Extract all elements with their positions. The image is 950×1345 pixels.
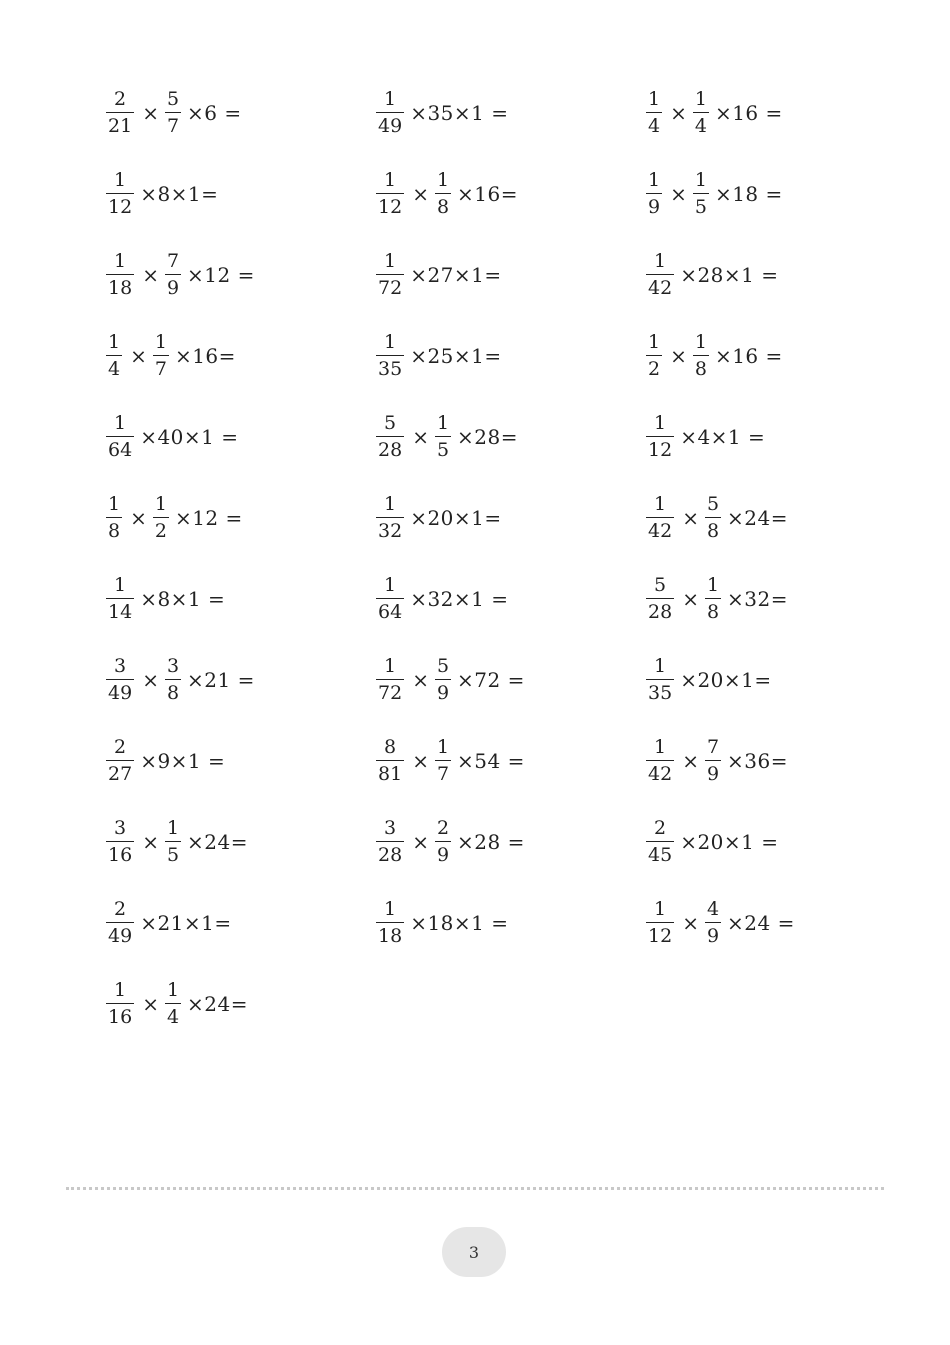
fraction-denominator: 27: [108, 763, 133, 786]
math-problem: [646, 814, 779, 870]
fraction-numerator: 1: [154, 330, 167, 353]
fraction-numerator: 1: [436, 411, 450, 434]
fraction-denominator: 9: [436, 682, 450, 705]
problem-tail: ×12 =: [187, 263, 255, 287]
problem-tail: ×21 =: [187, 668, 255, 692]
fraction: [165, 87, 181, 138]
fraction-denominator: 9: [436, 844, 450, 867]
page-number-badge: [442, 1227, 506, 1277]
multiply-sign: ×: [670, 344, 687, 368]
math-problem: [376, 328, 502, 384]
fraction-numerator: 1: [384, 654, 397, 677]
fraction: [106, 573, 134, 624]
fraction-numerator: 2: [654, 816, 667, 839]
fraction-numerator: 8: [384, 735, 397, 758]
math-problem: [646, 895, 795, 951]
multiply-sign: ×: [130, 506, 147, 530]
fraction-numerator: 1: [654, 492, 667, 515]
fraction-numerator: 2: [114, 87, 127, 110]
fraction: [646, 735, 674, 786]
multiply-sign: ×: [412, 749, 429, 773]
fraction-denominator: 9: [706, 925, 720, 948]
fraction: [693, 168, 709, 219]
problem-tail: ×24 =: [727, 911, 795, 935]
fraction-numerator: 1: [654, 735, 667, 758]
fraction: [106, 168, 134, 219]
fraction-numerator: 1: [694, 87, 707, 110]
fraction: [435, 168, 451, 219]
problem-tail: ×32=: [727, 587, 789, 611]
fraction-denominator: 8: [694, 358, 707, 381]
problem-tail: ×12 =: [174, 506, 243, 530]
multiply-sign: ×: [412, 668, 429, 692]
fraction-denominator: 2: [648, 358, 661, 381]
fraction-denominator: 49: [108, 682, 133, 705]
fraction-numerator: 7: [166, 249, 180, 272]
math-problem: [376, 409, 518, 465]
fraction-denominator: 16: [108, 844, 133, 867]
math-problem: [106, 814, 248, 870]
fraction-numerator: 1: [654, 411, 667, 434]
multiply-sign: ×: [682, 587, 699, 611]
multiply-sign: ×: [142, 992, 159, 1016]
problem-tail: ×28=: [457, 425, 519, 449]
fraction: [106, 978, 134, 1029]
problem-tail: ×54 =: [457, 749, 525, 773]
fraction-denominator: 9: [648, 196, 661, 219]
math-problem: [376, 895, 509, 951]
fraction-denominator: 42: [648, 763, 673, 786]
page-number: 3: [468, 1242, 480, 1262]
fraction-denominator: 32: [378, 520, 403, 543]
fraction: [646, 411, 674, 462]
fraction: [646, 816, 674, 867]
fraction-numerator: 1: [384, 330, 397, 353]
fraction-denominator: 49: [108, 925, 133, 948]
fraction: [106, 249, 134, 300]
math-problem: [646, 409, 765, 465]
fraction-numerator: 1: [384, 87, 397, 110]
fraction-numerator: 1: [436, 735, 450, 758]
math-problem: [646, 166, 783, 222]
multiply-sign: ×: [142, 830, 159, 854]
fraction-numerator: 1: [108, 330, 121, 353]
fraction-denominator: 9: [706, 763, 720, 786]
multiply-sign: ×: [142, 668, 159, 692]
fraction-denominator: 4: [108, 358, 121, 381]
fraction: [646, 654, 674, 705]
fraction: [646, 168, 662, 219]
fraction: [376, 654, 404, 705]
fraction-numerator: 1: [384, 897, 397, 920]
fraction-numerator: 1: [654, 897, 667, 920]
fraction: [106, 654, 134, 705]
multiply-sign: ×: [682, 911, 699, 935]
math-problem: [376, 85, 509, 141]
multiply-sign: ×: [142, 101, 159, 125]
fraction-denominator: 12: [648, 925, 673, 948]
fraction: [376, 573, 404, 624]
fraction-numerator: 1: [114, 573, 127, 596]
problem-tail: ×24=: [727, 506, 789, 530]
dotted-divider: [66, 1187, 884, 1190]
fraction-denominator: 49: [378, 115, 403, 138]
fraction-numerator: 5: [436, 654, 450, 677]
fraction: [705, 897, 721, 948]
math-problem: [106, 490, 243, 546]
fraction: [153, 492, 169, 543]
fraction: [705, 573, 721, 624]
math-problem: [646, 652, 772, 708]
fraction-denominator: 4: [166, 1006, 180, 1029]
problem-tail: ×20×1=: [410, 506, 502, 530]
multiply-sign: ×: [412, 830, 429, 854]
fraction-numerator: 2: [114, 735, 127, 758]
fraction-denominator: 45: [648, 844, 673, 867]
multiply-sign: ×: [412, 182, 429, 206]
fraction-denominator: 28: [378, 439, 403, 462]
fraction: [435, 735, 451, 786]
fraction-numerator: 2: [436, 816, 450, 839]
fraction-denominator: 18: [378, 925, 403, 948]
fraction: [435, 816, 451, 867]
math-problem: [376, 652, 525, 708]
problem-tail: ×40×1 =: [140, 425, 239, 449]
fraction-denominator: 8: [108, 520, 121, 543]
fraction: [153, 330, 169, 381]
fraction: [106, 87, 134, 138]
multiply-sign: ×: [682, 749, 699, 773]
fraction-denominator: 5: [166, 844, 180, 867]
fraction-numerator: 1: [694, 330, 707, 353]
fraction-denominator: 8: [166, 682, 180, 705]
problem-tail: ×4×1 =: [680, 425, 766, 449]
fraction-denominator: 4: [694, 115, 707, 138]
fraction-numerator: 1: [648, 330, 661, 353]
math-problem: [646, 328, 783, 384]
problem-tail: ×16 =: [714, 344, 783, 368]
fraction: [376, 411, 404, 462]
math-problem: [376, 490, 502, 546]
problem-tail: ×24=: [187, 992, 249, 1016]
problem-tail: ×16 =: [714, 101, 783, 125]
problem-tail: ×6 =: [187, 101, 242, 125]
fraction: [376, 249, 404, 300]
fraction-numerator: 3: [114, 816, 127, 839]
problem-tail: ×9×1 =: [140, 749, 226, 773]
fraction-denominator: 12: [648, 439, 673, 462]
fraction-denominator: 35: [648, 682, 673, 705]
math-problem: [106, 652, 255, 708]
fraction: [165, 816, 181, 867]
fraction-denominator: 28: [378, 844, 403, 867]
fraction-numerator: 2: [114, 897, 127, 920]
fraction-denominator: 35: [378, 358, 403, 381]
fraction: [646, 87, 662, 138]
math-problem: [106, 571, 225, 627]
fraction: [646, 492, 674, 543]
problem-tail: ×24=: [187, 830, 249, 854]
problem-tail: ×28 =: [457, 830, 525, 854]
fraction: [376, 168, 404, 219]
multiply-sign: ×: [670, 101, 687, 125]
fraction-denominator: 7: [436, 763, 450, 786]
fraction-numerator: 3: [114, 654, 127, 677]
problem-tail: ×20×1 =: [680, 830, 779, 854]
fraction-denominator: 12: [378, 196, 403, 219]
fraction-numerator: 1: [694, 168, 707, 191]
problem-tail: ×36=: [727, 749, 789, 773]
fraction-denominator: 8: [706, 520, 720, 543]
fraction-numerator: 5: [706, 492, 720, 515]
fraction-denominator: 72: [378, 277, 403, 300]
fraction-denominator: 42: [648, 520, 673, 543]
math-problem: [106, 328, 236, 384]
fraction-numerator: 1: [114, 978, 127, 1001]
fraction-denominator: 16: [108, 1006, 133, 1029]
fraction-numerator: 1: [108, 492, 121, 515]
fraction-denominator: 18: [108, 277, 133, 300]
problem-tail: ×32×1 =: [410, 587, 509, 611]
fraction-numerator: 1: [648, 168, 661, 191]
fraction: [165, 978, 181, 1029]
problem-tail: ×20×1=: [680, 668, 772, 692]
fraction: [376, 816, 404, 867]
fraction-denominator: 5: [694, 196, 707, 219]
math-problem: [376, 247, 502, 303]
fraction: [646, 897, 674, 948]
math-problem: [376, 571, 509, 627]
fraction-denominator: 9: [166, 277, 180, 300]
fraction-numerator: 1: [384, 573, 397, 596]
problem-tail: ×25×1=: [410, 344, 502, 368]
math-problem: [376, 814, 525, 870]
fraction-numerator: 4: [706, 897, 720, 920]
fraction: [376, 87, 404, 138]
fraction: [106, 330, 122, 381]
multiply-sign: ×: [130, 344, 147, 368]
fraction-numerator: 7: [706, 735, 720, 758]
math-problem: [106, 247, 255, 303]
fraction-denominator: 4: [648, 115, 661, 138]
fraction-denominator: 7: [166, 115, 180, 138]
fraction-numerator: 1: [154, 492, 167, 515]
fraction-denominator: 12: [108, 196, 133, 219]
fraction-denominator: 28: [648, 601, 673, 624]
fraction-numerator: 1: [654, 654, 667, 677]
problem-tail: ×28×1 =: [680, 263, 779, 287]
fraction: [705, 735, 721, 786]
problem-tail: ×8×1 =: [140, 587, 226, 611]
math-problem: [646, 733, 788, 789]
fraction: [646, 249, 674, 300]
math-problem: [376, 166, 518, 222]
problem-tail: ×16=: [174, 344, 236, 368]
fraction: [693, 330, 709, 381]
fraction: [165, 249, 181, 300]
fraction-denominator: 14: [108, 601, 133, 624]
fraction-numerator: 5: [654, 573, 667, 596]
fraction-numerator: 1: [384, 492, 397, 515]
fraction: [106, 735, 134, 786]
fraction-numerator: 1: [384, 249, 397, 272]
fraction: [106, 897, 134, 948]
fraction-denominator: 2: [154, 520, 167, 543]
fraction-numerator: 1: [648, 87, 661, 110]
fraction: [693, 87, 709, 138]
fraction: [705, 492, 721, 543]
fraction-numerator: 5: [166, 87, 180, 110]
fraction-numerator: 3: [384, 816, 397, 839]
fraction-denominator: 72: [378, 682, 403, 705]
math-problem: [106, 733, 225, 789]
fraction-denominator: 64: [378, 601, 403, 624]
fraction-numerator: 3: [166, 654, 180, 677]
fraction-denominator: 8: [706, 601, 720, 624]
problem-tail: ×16=: [457, 182, 519, 206]
multiply-sign: ×: [682, 506, 699, 530]
fraction-numerator: 1: [706, 573, 720, 596]
fraction-denominator: 64: [108, 439, 133, 462]
problem-tail: ×18 =: [714, 182, 783, 206]
fraction-denominator: 81: [378, 763, 403, 786]
math-problem: [646, 490, 788, 546]
fraction: [106, 816, 134, 867]
math-problem: [106, 895, 232, 951]
math-problem: [376, 733, 525, 789]
problem-tail: ×8×1=: [140, 182, 219, 206]
fraction-numerator: 1: [654, 249, 667, 272]
fraction-numerator: 1: [384, 168, 397, 191]
fraction-denominator: 8: [436, 196, 450, 219]
fraction-numerator: 1: [114, 249, 127, 272]
fraction: [376, 330, 404, 381]
fraction: [106, 492, 122, 543]
math-problem: [106, 85, 242, 141]
fraction: [646, 573, 674, 624]
problem-tail: ×35×1 =: [410, 101, 509, 125]
fraction: [376, 492, 404, 543]
problem-tail: ×27×1=: [410, 263, 502, 287]
fraction-denominator: 7: [154, 358, 167, 381]
fraction-numerator: 1: [114, 168, 127, 191]
problem-tail: ×21×1=: [140, 911, 232, 935]
fraction: [376, 897, 404, 948]
math-problem: [646, 85, 783, 141]
fraction: [646, 330, 662, 381]
math-problem: [646, 247, 779, 303]
fraction-numerator: 1: [166, 978, 180, 1001]
fraction-denominator: 5: [436, 439, 450, 462]
fraction-denominator: 42: [648, 277, 673, 300]
multiply-sign: ×: [670, 182, 687, 206]
multiply-sign: ×: [412, 425, 429, 449]
fraction-numerator: 1: [436, 168, 450, 191]
math-problem: [106, 976, 248, 1032]
problem-tail: ×72 =: [457, 668, 525, 692]
math-problem: [106, 166, 218, 222]
fraction: [106, 411, 134, 462]
fraction-numerator: 1: [166, 816, 180, 839]
fraction: [376, 735, 404, 786]
fraction-numerator: 1: [114, 411, 127, 434]
multiply-sign: ×: [142, 263, 159, 287]
math-problem: [106, 409, 239, 465]
math-problem: [646, 571, 788, 627]
fraction-denominator: 21: [108, 115, 133, 138]
fraction: [435, 411, 451, 462]
problem-tail: ×18×1 =: [410, 911, 509, 935]
fraction-numerator: 5: [384, 411, 397, 434]
fraction: [435, 654, 451, 705]
fraction: [165, 654, 181, 705]
